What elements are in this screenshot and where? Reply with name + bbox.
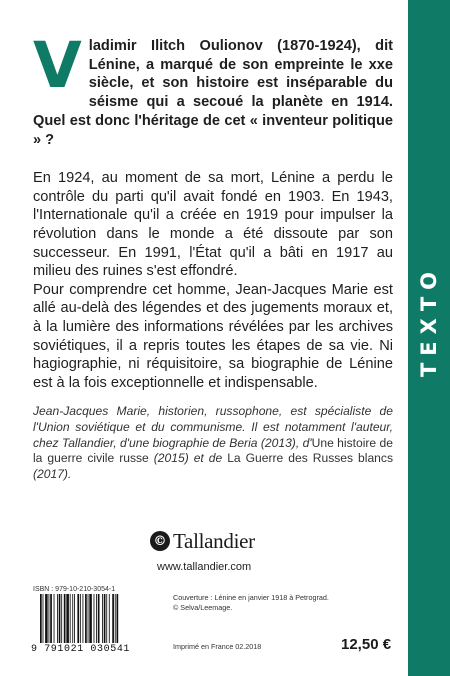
intro-paragraph (33, 29, 393, 149)
bio-title-2: La Guerre des Russes blancs (227, 451, 394, 466)
price: 12,50 € (341, 636, 392, 653)
spine-band (408, 0, 450, 676)
cover-credit (173, 593, 329, 612)
collection-label (411, 262, 447, 380)
back-cover-text (33, 0, 393, 482)
bio-title-1: Une histoire de la guerre civile russe (33, 435, 393, 466)
barcode-digits: 9 791021 030541 (31, 644, 131, 655)
printed-in: Imprimé en France 02.2018 (173, 642, 262, 651)
paragraph-1: En 1924, au moment de sa mort, Lénine a perdu le contrôle du parti qu'il avait fondé en 1903. En 1943, l'Internationale qu'il a créée en 1919 pour impulser la révolution dans le monde a été dissoute par son successeur. En 1991, l'État qu'il a bâti en 1917 au milieu des ruines s'est effondré. (33, 170, 393, 280)
publisher-logo (150, 528, 262, 554)
collection-text: TEXTO (417, 264, 442, 378)
intro-text: ladimir Ilitch Oulionov (1870-1924), dit Lénine, a marqué de son empreinte le xxe siècle, et son histoire est inséparable du séisme qui a secoué la planète en 1914. Quel est donc l'héritage de cet « inventeur politique » ? (33, 38, 393, 148)
bio-part-1: Jean-Jacques Marie, historien, russophone, est spécialiste de l'Union soviétique et du communisme. Il est notamment l'auteur, chez Tallandier, d'une biographie de Beria (2013), d' (33, 404, 393, 450)
isbn: ISBN : 979-10-210-3054-1 (33, 586, 116, 593)
description (33, 169, 393, 392)
drop-cap: V (33, 29, 82, 102)
bio-part-2: (2015) et de (148, 451, 228, 466)
cover-credit-line-1: Couverture : Lénine en janvier 1918 à Petrograd. (173, 593, 329, 602)
bio-part-3: (2017). (33, 466, 72, 481)
author-bio (33, 404, 393, 482)
publisher-logo-icon: © (150, 531, 170, 551)
paragraph-2: Pour comprendre cet homme, Jean-Jacques Marie est allé au-delà des légendes et des jugements moraux et, à la lumière des informations révélées par les archives soviétiques, il a repris toutes les étapes de sa vie. Ni hagiographie, ni réquisitoire, sa biographie de Lénine est à la fois exceptionnelle et indispensable. (33, 281, 393, 391)
publisher-name: Tallandier (173, 528, 255, 553)
barcode (40, 594, 138, 643)
publisher-website[interactable]: www.tallandier.com (157, 561, 252, 573)
cover-credit-line-2: © Selva/Leemage. (173, 602, 233, 612)
